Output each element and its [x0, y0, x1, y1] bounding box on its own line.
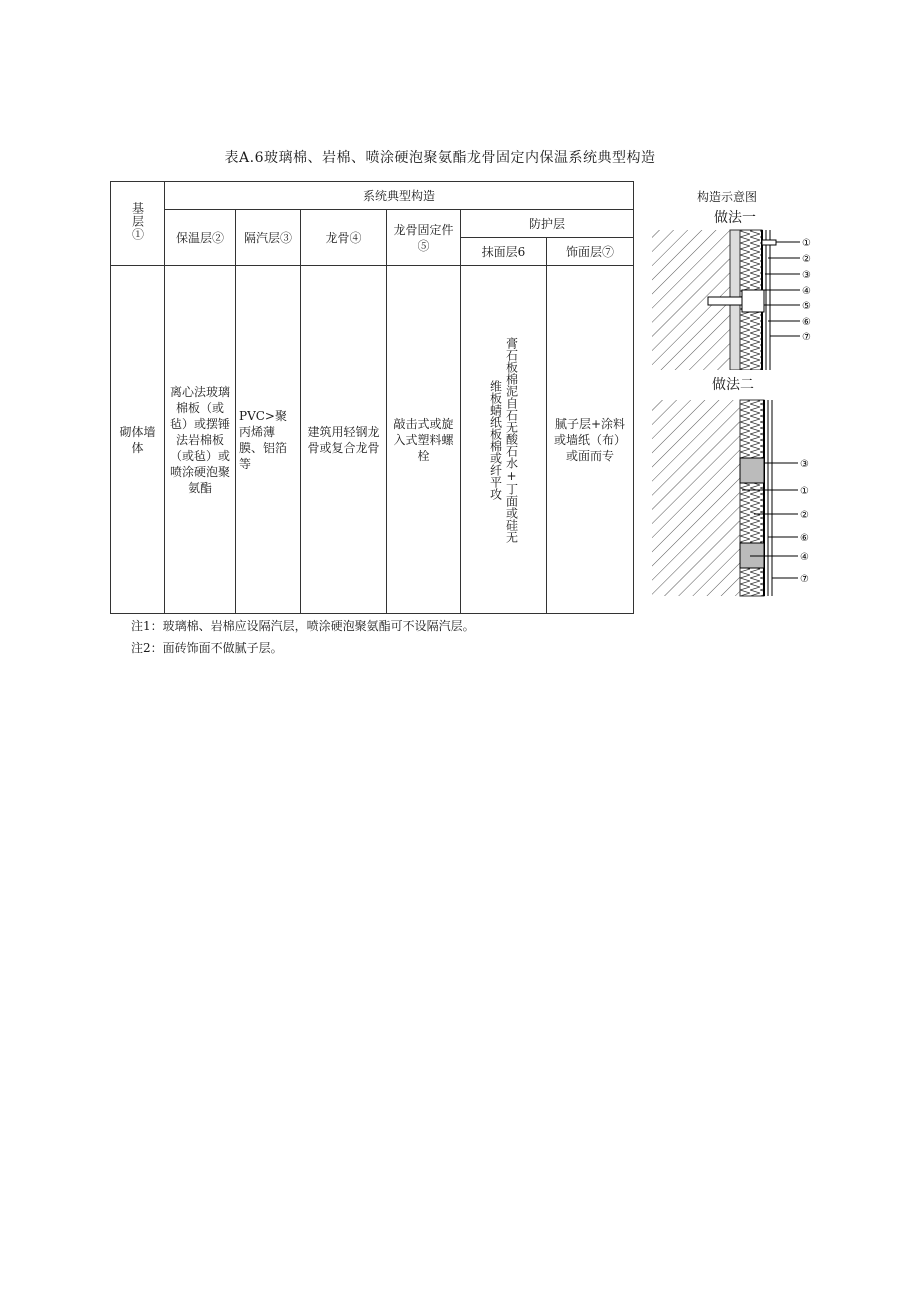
- callout2-6: ⑥: [800, 533, 809, 544]
- col-fastener: 龙骨固定件⑤: [387, 210, 461, 266]
- method-1-label: 做法一: [714, 210, 756, 226]
- masonry-wall-2: [652, 400, 740, 596]
- col-keel: 龙骨④: [301, 210, 387, 266]
- callout-6: ⑥: [802, 317, 811, 328]
- callout2-4: ④: [800, 552, 809, 563]
- callout2-3: ③: [800, 459, 809, 470]
- cell-insulation: 离心法玻璃棉板（或毡）或摆锤法岩棉板（或毡）或喷涂硬泡聚氨酯: [165, 266, 236, 614]
- cell-finish: 腻子层+涂料或墙纸（布）或面而专: [547, 266, 634, 614]
- cell-base: 砌体墙体: [111, 266, 165, 614]
- callout-2: ②: [802, 254, 811, 265]
- callout-3: ③: [802, 270, 811, 281]
- callout-5: ⑤: [802, 301, 811, 312]
- keel: [742, 290, 764, 312]
- system-header: 系统典型构造: [165, 182, 634, 210]
- callout2-2: ②: [800, 510, 809, 521]
- plaster-text-col2: 维板蜻纸板棉或纤平攻: [488, 379, 503, 500]
- construction-table: [110, 181, 634, 614]
- callout-1: ①: [802, 238, 811, 249]
- base-header: 基层①: [130, 202, 145, 241]
- col-protection: 防护层: [461, 210, 634, 238]
- callout2-1: ①: [800, 486, 809, 497]
- diagram-caption: 构造示意图: [697, 190, 758, 204]
- col-plaster: 抹面层6: [461, 238, 547, 266]
- callout2-7: ⑦: [800, 574, 809, 585]
- method-2-label: 做法二: [712, 377, 754, 393]
- note-2: 注2：面砖饰面不做腻子层。: [131, 641, 283, 655]
- plaster-text-col1: 膏石板棉泥自石无酸石水+丁面或硅无: [504, 336, 519, 543]
- col-finish: 饰面层⑦: [547, 238, 634, 266]
- method-1-diagram: [650, 225, 820, 370]
- method-2-diagram: [650, 398, 820, 598]
- cell-fastener: 敲击式或旋入式塑料螺栓: [387, 266, 461, 614]
- callout-7: ⑦: [802, 332, 811, 343]
- keel-top: [740, 458, 764, 483]
- col-insulation: 保温层②: [165, 210, 236, 266]
- cell-keel: 建筑用轻钢龙骨或复合龙骨: [301, 266, 387, 614]
- callout-4: ④: [802, 286, 811, 297]
- cell-vapor: PVC>聚丙烯薄膜、铝箔等: [236, 266, 301, 614]
- note-1: 注1：玻璃棉、岩棉应设隔汽层，喷涂硬泡聚氨酯可不设隔汽层。: [131, 619, 475, 633]
- base-header-cell: [111, 182, 165, 266]
- cell-plaster: [461, 266, 547, 614]
- table-title: 表A.6玻璃棉、岩棉、喷涂硬泡聚氨酯龙骨固定内保温系统典型构造: [224, 150, 656, 166]
- col-vapor: 隔汽层③: [236, 210, 301, 266]
- fastener-bolt: [708, 297, 742, 305]
